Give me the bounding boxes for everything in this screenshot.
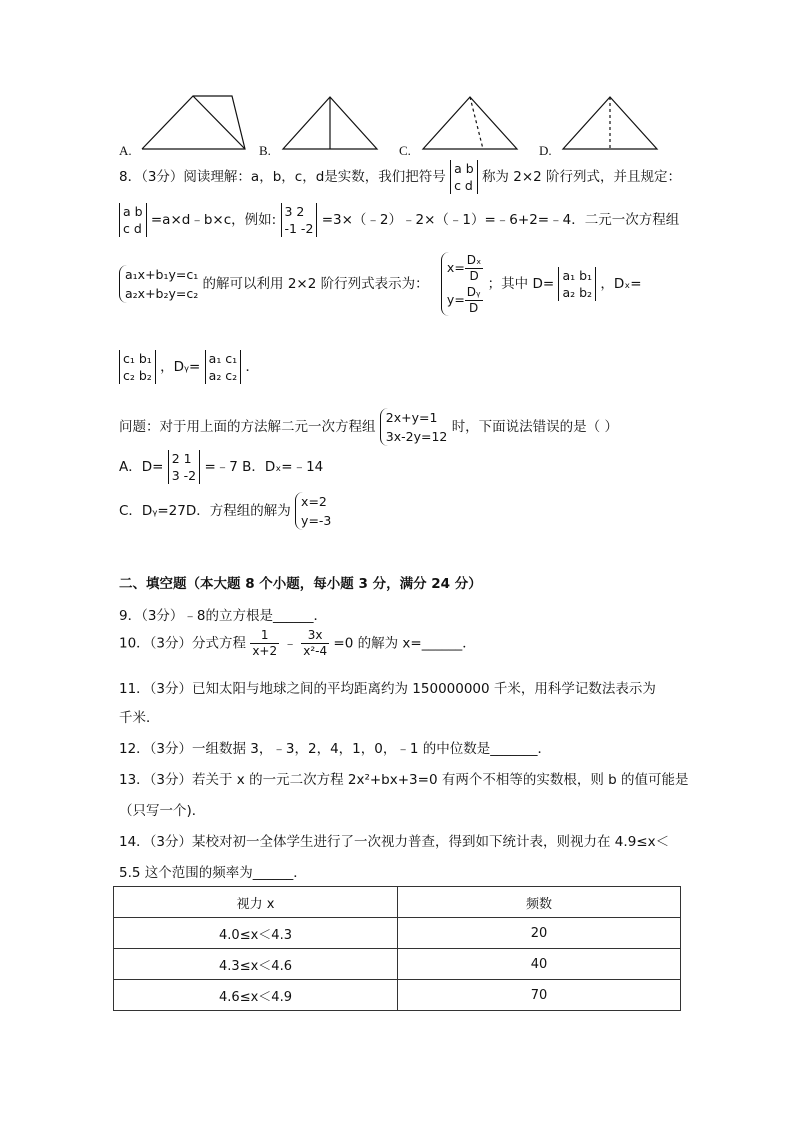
figure-d-triangle	[563, 97, 657, 149]
d-determinant: a₁ b₁ a₂ b₂	[558, 267, 596, 301]
q8-line1: 8．（3分）阅读理解：a，b，c，d是实数，我们把符号 a b c d 称为 2×2 阶行列式，并且规定：	[119, 161, 682, 193]
q14-line2: 5.5 这个范围的频率为______．	[119, 865, 307, 881]
table-row: 4.3≤x＜4.6 40	[114, 949, 681, 980]
q8-line3: a₁x+b₁y=c₁ a₂x+b₂y=c₂ 的解可以利用 2×2 阶行列式表示为： x= $\frac{\text{Dₓ}}{D}$ y= $\frac{\text{Dᵧ}}{D}$ ；其中 D= a₁ b₁ a₂ b₂ ，Dₓ=	[119, 252, 642, 316]
q8-line2: a b c d =a×d﹣b×c，例如: 3 2 -1 -2 =3×（﹣2）﹣2×（﹣1）=﹣6+2=﹣4．二元一次方程组	[119, 203, 679, 237]
definition-determinant: a b c d	[450, 160, 478, 194]
figure-a-triangle	[142, 96, 245, 149]
q14-line1: 14．（3分）某校对初一全体学生进行了一次视力普查，得到如下统计表，则视力在 4.9≤x＜	[119, 834, 670, 850]
figure-d-label: D.	[539, 143, 552, 158]
q11-line1: 11．（3分）已知太阳与地球之间的平均距离约为 150000000 千米，用科学记数法表示为	[119, 681, 656, 697]
dy-determinant: a₁ c₁ a₂ c₂	[205, 350, 242, 384]
figure-b-label: B.	[259, 143, 271, 158]
example-determinant: 3 2 -1 -2	[281, 203, 318, 237]
q13-line1: 13．（3分）若关于 x 的一元二次方程 2x²+bx+3=0 有两个不相等的实数根，则 b 的值可能是	[119, 772, 689, 788]
table-row: 4.6≤x＜4.9 70	[114, 980, 681, 1011]
table-header-row	[114, 887, 681, 918]
vision-frequency-table	[113, 886, 681, 1011]
figure-c-label: C.	[399, 143, 411, 158]
q11-line2: 千米．	[119, 710, 160, 726]
x-fraction: $\frac{\text{Dₓ}}{D}$	[466, 253, 482, 283]
header-frequency: 频数	[398, 887, 681, 918]
q10-line: 10．（3分）分式方程 $\frac{1}{x+2}$ ﹣ $\frac{3x}{\text{x²-4}}$ =0 的解为 x=______．	[119, 628, 476, 658]
q8-line4: c₁ b₁ c₂ b₂ ，Dᵧ= a₁ c₁ a₂ c₂ ．	[119, 350, 259, 384]
table-row: 4.0≤x＜4.3 20	[114, 918, 681, 949]
cramer-solution: x= $\frac{\text{Dₓ}}{D}$ y= $\frac{\text{Dᵧ}}{D}$	[441, 252, 483, 316]
dx-determinant: c₁ b₁ c₂ b₂	[119, 350, 156, 384]
definition-determinant-rule: a b c d	[119, 203, 147, 237]
question-system: 2x+y=1 3x-2y=12	[380, 408, 448, 446]
option-a-determinant: 2 1 3 -2	[168, 450, 200, 484]
section-heading: 二、填空题（本大题 8 个小题，每小题 3 分，满分 24 分）	[119, 576, 482, 592]
q9-text: 9．（3分）﹣8的立方根是______．	[119, 608, 328, 624]
q10-fraction-1: $\frac{1}{x+2}$	[252, 628, 278, 658]
linear-system: a₁x+b₁y=c₁ a₂x+b₂y=c₂	[119, 265, 198, 303]
figure-a-label: A.	[119, 143, 132, 158]
y-fraction: $\frac{\text{Dᵧ}}{D}$	[466, 285, 481, 315]
q8-option-cd: C．Dᵧ=27D．方程组的解为 x=2 y=-3	[119, 494, 332, 528]
q13-line2: （只写一个)．	[119, 803, 206, 819]
header-vision: 视力 x	[114, 887, 398, 918]
figure-b-triangle	[283, 97, 377, 149]
figure-c-triangle	[423, 97, 517, 149]
q10-fraction-2: $\frac{3x}{\text{x²-4}}$	[303, 628, 328, 658]
triangle-figures	[0, 0, 794, 160]
option-d-system: x=2 y=-3	[295, 492, 331, 530]
q8-question: 问题：对于用上面的方法解二元一次方程组 2x+y=1 3x-2y=12 时，下面说法错误的是（ ）	[119, 410, 618, 444]
q8-option-ab: A．D= 2 1 3 -2 =﹣7 B．Dₓ=﹣14	[119, 451, 324, 483]
q12-text: 12．（3分）一组数据 3，﹣3，2，4，1，0，﹣1 的中位数是_______．	[119, 741, 551, 757]
